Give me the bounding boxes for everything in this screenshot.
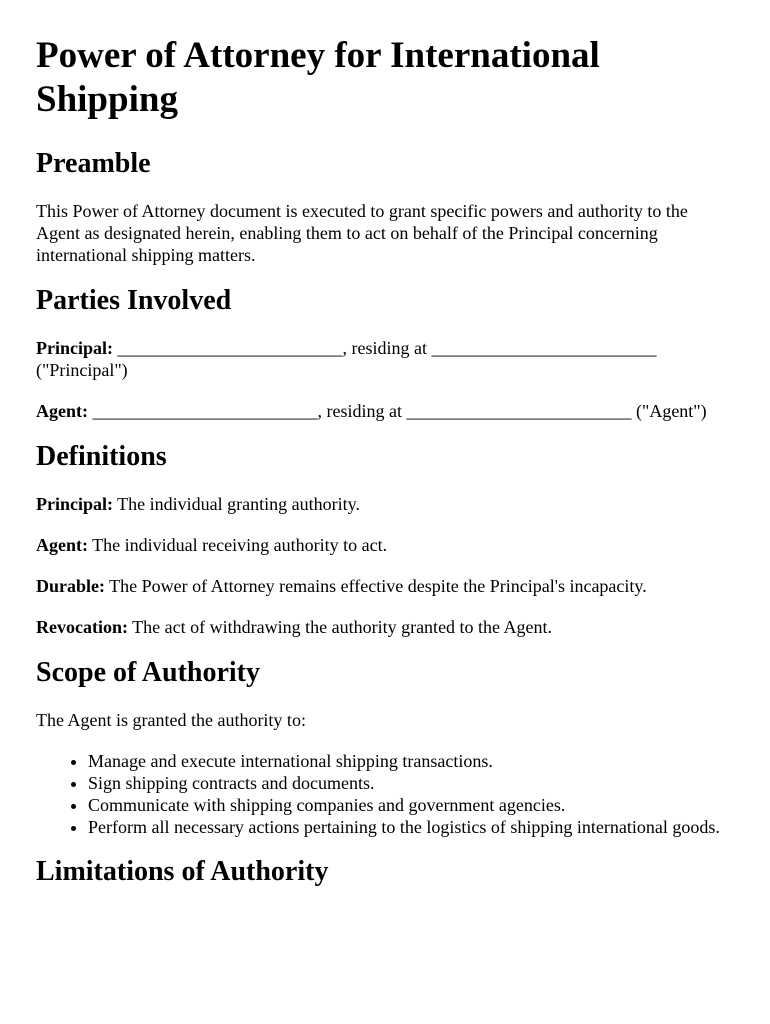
definitions-section (36, 441, 734, 638)
scope-intro: The Agent is granted the authority to: (36, 710, 306, 730)
definition-text: The Power of Attorney remains effective despite the Principal's incapacity. (105, 576, 647, 596)
preamble-heading: Preamble (36, 148, 151, 179)
definition-term: Principal: (36, 494, 113, 514)
scope-list-item: • Manage and execute international shipping transactions. (88, 750, 734, 772)
document-title: Power of Attorney for International Shipping (36, 35, 600, 120)
preamble-text: This Power of Attorney document is executed to grant specific powers and authority to the Agent as designated herein, enabling them to act on behalf of the Principal concerning international shipping matters. (36, 201, 688, 265)
definition-term: Revocation: (36, 617, 128, 637)
preamble-section (36, 148, 734, 266)
principal-party-text: _________________________, residing at _________________________ ("Principal") (36, 338, 657, 380)
scope-list-item: • Communicate with shipping companies and government agencies. (88, 794, 734, 816)
limitations-heading: Limitations of Authority (36, 856, 329, 887)
principal-party (36, 337, 734, 381)
scope-section (36, 657, 734, 838)
agent-party-label: Agent: (36, 401, 88, 421)
definition-text: The individual granting authority. (113, 494, 360, 514)
principal-party-label: Principal: (36, 338, 113, 358)
definition-term: Agent: (36, 535, 88, 555)
scope-list-item: • Sign shipping contracts and documents. (88, 772, 734, 794)
definition-item (36, 616, 734, 638)
parties-section (36, 285, 734, 422)
definition-text: The act of withdrawing the authority granted to the Agent. (127, 617, 553, 637)
scope-list-item: • Perform all necessary actions pertaining to the logistics of shipping international goods. (88, 816, 734, 838)
definition-term: Durable: (36, 576, 105, 596)
scope-list (36, 750, 734, 838)
agent-party-text: _________________________, residing at _________________________ ("Agent") (88, 401, 707, 421)
definition-item (36, 575, 734, 597)
definition-item (36, 493, 734, 515)
definition-text: The individual receiving authority to act. (88, 535, 388, 555)
limitations-section (36, 856, 734, 888)
definition-item (36, 534, 734, 556)
parties-heading: Parties Involved (36, 285, 232, 316)
scope-heading: Scope of Authority (36, 657, 260, 688)
agent-party (36, 400, 734, 422)
definitions-heading: Definitions (36, 441, 167, 472)
